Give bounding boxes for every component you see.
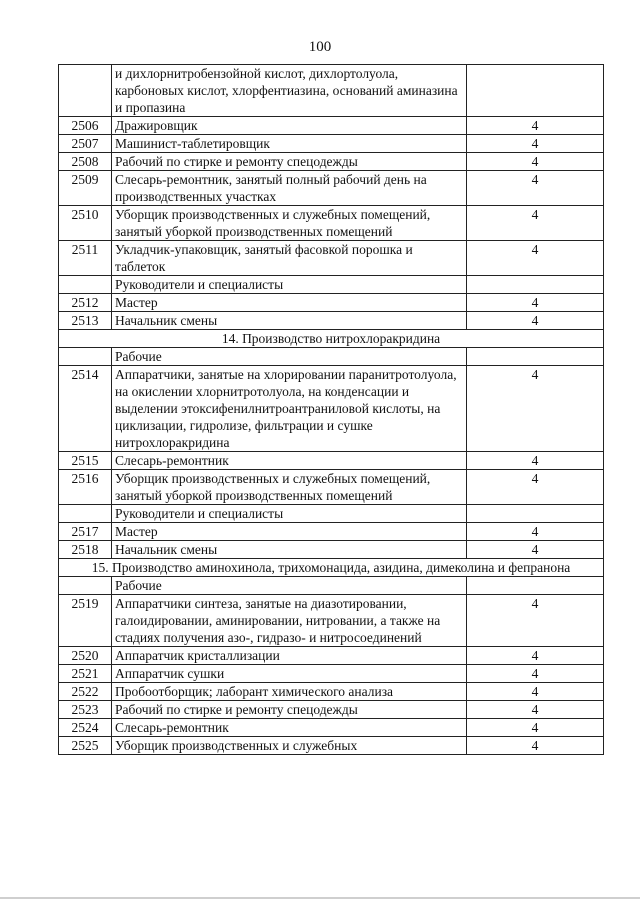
profession-name: Рабочий по стирке и ремонту спецодежды: [112, 701, 467, 719]
hazard-class: 4: [467, 595, 604, 647]
row-number: 2521: [59, 665, 112, 683]
hazard-class: [467, 577, 604, 595]
table-row: [59, 294, 604, 312]
profession-name: Рабочие: [112, 348, 467, 366]
table-row: [59, 348, 604, 366]
table-row: [59, 276, 604, 294]
section-header-row: [59, 330, 604, 348]
profession-name: Начальник смены: [112, 312, 467, 330]
profession-name: Машинист-таблетировщик: [112, 135, 467, 153]
profession-name: Уборщик производственных и служебных помещений, занятый уборкой производственных помещений: [112, 470, 467, 505]
hazard-class: 4: [467, 737, 604, 755]
hazard-class: 4: [467, 470, 604, 505]
row-number: [59, 65, 112, 117]
hazard-class: 4: [467, 701, 604, 719]
table-row: [59, 647, 604, 665]
profession-name: Рабочие: [112, 577, 467, 595]
row-number: 2508: [59, 153, 112, 171]
table-row: [59, 577, 604, 595]
hazard-class: [467, 348, 604, 366]
table-row: [59, 241, 604, 276]
profession-name: Рабочий по стирке и ремонту спецодежды: [112, 153, 467, 171]
profession-name: Аппаратчик сушки: [112, 665, 467, 683]
profession-name: Аппаратчики, занятые на хлорировании паранитротолуола, на окислении хлорнитротолуола, на конденсации и выделении этоксифенилнитроантраниловой кислоты, на циклизации, гидролизе, фильтрации и сушке нитрохлоракридина: [112, 366, 467, 452]
row-number: 2506: [59, 117, 112, 135]
table-row: [59, 701, 604, 719]
hazard-class-table: [58, 64, 604, 755]
table-row: [59, 683, 604, 701]
row-number: 2522: [59, 683, 112, 701]
row-number: 2512: [59, 294, 112, 312]
hazard-class: 4: [467, 312, 604, 330]
table-row: [59, 153, 604, 171]
hazard-class: 4: [467, 153, 604, 171]
row-number: 2519: [59, 595, 112, 647]
profession-name: Слесарь-ремонтник: [112, 719, 467, 737]
hazard-class: 4: [467, 206, 604, 241]
hazard-class: 4: [467, 117, 604, 135]
row-number: 2510: [59, 206, 112, 241]
scan-edge: [0, 897, 640, 899]
profession-name: Слесарь-ремонтник, занятый полный рабочий день на производственных участках: [112, 171, 467, 206]
row-number: [59, 276, 112, 294]
row-number: 2517: [59, 523, 112, 541]
row-number: 2509: [59, 171, 112, 206]
profession-name: Дражировщик: [112, 117, 467, 135]
hazard-class: 4: [467, 683, 604, 701]
profession-name: Руководители и специалисты: [112, 276, 467, 294]
table-row: [59, 665, 604, 683]
hazard-class: [467, 65, 604, 117]
table-row: [59, 505, 604, 523]
hazard-class: 4: [467, 647, 604, 665]
row-number: [59, 505, 112, 523]
section-title: 15. Производство аминохинола, трихомонацида, азидина, димеколина и фепранона: [59, 559, 604, 577]
profession-name: Начальник смены: [112, 541, 467, 559]
table-row: [59, 595, 604, 647]
profession-name: Слесарь-ремонтник: [112, 452, 467, 470]
row-number: 2513: [59, 312, 112, 330]
table-row: [59, 312, 604, 330]
profession-name: Мастер: [112, 523, 467, 541]
row-number: 2511: [59, 241, 112, 276]
row-number: 2523: [59, 701, 112, 719]
section-header-row: [59, 559, 604, 577]
hazard-class: 4: [467, 171, 604, 206]
table-row: [59, 366, 604, 452]
table-row: [59, 470, 604, 505]
table-row: [59, 117, 604, 135]
hazard-class: 4: [467, 366, 604, 452]
hazard-class: 4: [467, 665, 604, 683]
profession-name: Укладчик-упаковщик, занятый фасовкой порошка и таблеток: [112, 241, 467, 276]
page-number: 100: [308, 39, 332, 55]
hazard-class: 4: [467, 241, 604, 276]
table-row: [59, 206, 604, 241]
row-number: 2507: [59, 135, 112, 153]
table-row: [59, 452, 604, 470]
hazard-class: 4: [467, 135, 604, 153]
table-row: [59, 719, 604, 737]
table-row: [59, 171, 604, 206]
table-row: [59, 65, 604, 117]
row-number: 2516: [59, 470, 112, 505]
profession-name: Пробоотборщик; лаборант химического анализа: [112, 683, 467, 701]
profession-name: Уборщик производственных и служебных помещений, занятый уборкой производственных помещений: [112, 206, 467, 241]
table-row: [59, 523, 604, 541]
row-number: 2518: [59, 541, 112, 559]
row-number: 2515: [59, 452, 112, 470]
table-row: [59, 737, 604, 755]
table-row: [59, 541, 604, 559]
row-number: 2525: [59, 737, 112, 755]
hazard-class: 4: [467, 452, 604, 470]
row-number: [59, 348, 112, 366]
profession-name: Уборщик производственных и служебных: [112, 737, 467, 755]
table-row: [59, 135, 604, 153]
row-number: 2520: [59, 647, 112, 665]
row-number: [59, 577, 112, 595]
profession-name: Руководители и специалисты: [112, 505, 467, 523]
hazard-class: 4: [467, 719, 604, 737]
row-number: 2524: [59, 719, 112, 737]
section-title: 14. Производство нитрохлоракридина: [59, 330, 604, 348]
hazard-class: [467, 276, 604, 294]
profession-name: Мастер: [112, 294, 467, 312]
hazard-class: 4: [467, 294, 604, 312]
profession-name: Аппаратчик кристаллизации: [112, 647, 467, 665]
profession-name: Аппаратчики синтеза, занятые на диазотировании, галоидировании, аминировании, нитровании, а также на стадиях получения азо-, гидразо- и нитросоединений: [112, 595, 467, 647]
hazard-class: 4: [467, 541, 604, 559]
hazard-class: 4: [467, 523, 604, 541]
profession-name: и дихлорнитробензойной кислот, дихлортолуола, карбоновых кислот, хлорфентиазина, оснований аминазина и пропазина: [112, 65, 467, 117]
hazard-class: [467, 505, 604, 523]
row-number: 2514: [59, 366, 112, 452]
